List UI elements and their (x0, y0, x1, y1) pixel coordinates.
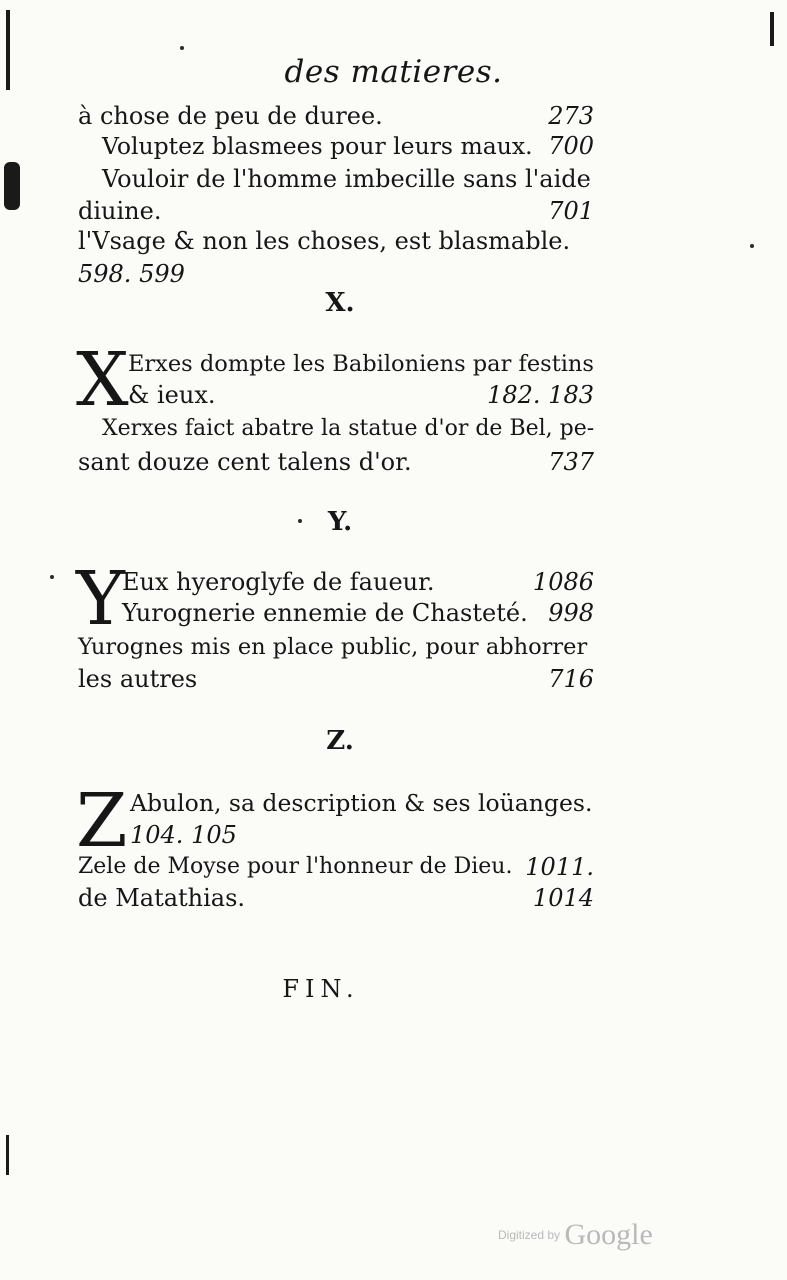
speck (750, 244, 754, 248)
entry-text: Vouloir de l'homme imbecille sans l'aide (102, 165, 591, 193)
scan-edge-left-blot (4, 162, 20, 210)
entry-text: sant douze cent talens d'or. (78, 448, 412, 476)
scan-edge-left-lower (6, 1135, 9, 1175)
entry-text: l'Vsage & non les choses, est blasmable. (78, 227, 571, 255)
dropcap-y: Y (76, 556, 125, 642)
section-heading-y: Y. (327, 507, 353, 537)
entry-page: 1086 (532, 568, 594, 596)
digitized-prefix: Digitized by (498, 1228, 561, 1242)
entry-text: 104. 105 (130, 821, 237, 849)
dropcap-x: X (76, 337, 129, 423)
entry-page: 716 (548, 665, 594, 693)
entry-text: diuine. (78, 197, 162, 225)
entry-text: de Matathias. (78, 884, 246, 912)
entry-text: Erxes dompte les Babiloniens par festins (128, 351, 594, 377)
entry-page: 273 (548, 102, 594, 130)
entry-text: à chose de peu de duree. (78, 102, 383, 130)
section-heading-z: Z. (326, 726, 354, 756)
entry-page: 1014 (532, 884, 594, 912)
entry-page: 737 (548, 448, 594, 476)
entry-text: les autres (78, 665, 198, 693)
entry-page: 700 (548, 132, 594, 160)
entry-text: Xerxes faict abatre la statue d'or de Bel, pe- (102, 416, 595, 441)
entry-text: & ieux. (128, 381, 216, 409)
entry-text: Voluptez blasmees pour leurs maux. (102, 132, 533, 160)
speck (180, 46, 184, 50)
scan-edge-right (770, 12, 774, 46)
entry-page: 182. 183 (487, 381, 594, 409)
entry-text: 598. 599 (78, 260, 185, 288)
google-logo: Google (564, 1218, 653, 1251)
speck (50, 575, 54, 579)
entry-text: Yurognerie ennemie de Chasteté. (122, 599, 528, 627)
digitized-watermark (498, 1218, 653, 1252)
entry-text: Yurognes mis en place public, pour abhorrer (78, 634, 588, 660)
fin-label: FIN. (282, 975, 360, 1003)
section-heading-x: X. (325, 288, 355, 318)
entry-page: 998 (548, 599, 594, 627)
entry-text: Zele de Moyse pour l'honneur de Dieu. (78, 854, 513, 879)
entry-page: 1011. (525, 853, 594, 881)
entry-text: Eux hyeroglyfe de faueur. (122, 568, 435, 596)
entry-text: Abulon, sa description & ses loüanges. (130, 789, 593, 817)
dropcap-z: Z (76, 778, 128, 864)
running-head: des matieres. (284, 54, 503, 90)
entry-page: 701 (548, 197, 594, 225)
